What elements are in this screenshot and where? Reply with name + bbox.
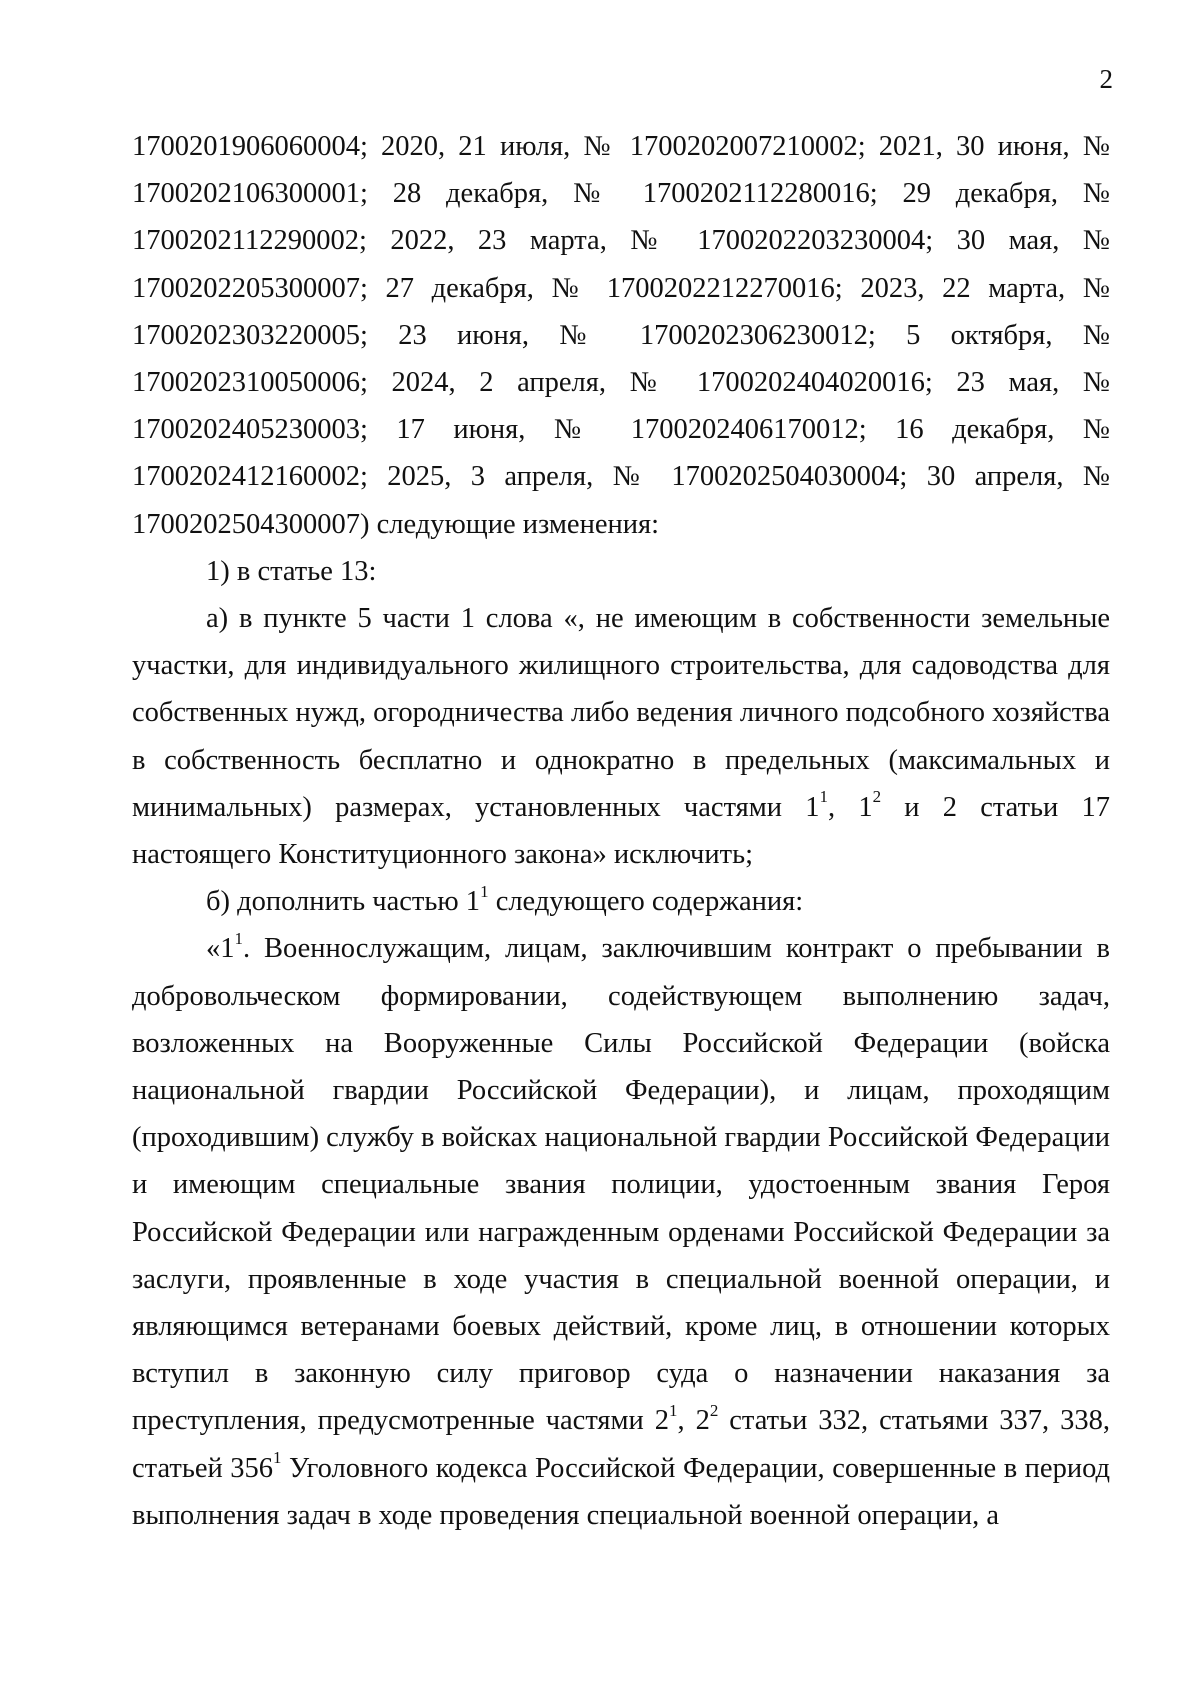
registration-numbers-line: 1700202205300007; 27 декабря, № 1700202212270016; 2023, 22 марта, № [132, 272, 1110, 304]
superscript: 1 [272, 1448, 282, 1468]
document-body [132, 123, 1110, 1539]
item-b-text: следующего содержания: [488, 886, 804, 918]
item-a-text: а) в пункте 5 части 1 слова «, не имеющим в собственности земельные участки, для индивидуального жилищного строительства, для садоводства для собственных нужд, огородничества либо ведения личного подсобного хозяйства в собственность бесплатно и однократно в предельных (максимальных и минимальных) размерах, установленных частями 1 [132, 603, 1110, 823]
registration-numbers-last-line: 1700202504300007) следующие изменения: [132, 508, 659, 540]
registration-numbers-line: 1700202412160002; 2025, 3 апреля, № 1700202504030004; 30 апреля, № [132, 461, 1110, 493]
quote-text: статьи 332, статьями 337, 338, статьей 356 [132, 1405, 1110, 1484]
superscript: 1 [234, 928, 243, 948]
item-b-paragraph [132, 878, 1110, 925]
item-b-text: б) дополнить частью 1 [206, 886, 481, 918]
superscript: 1 [480, 881, 489, 901]
item-a-text: , 1 [828, 791, 873, 823]
page-number: 2 [1099, 64, 1113, 94]
item-1-heading: 1) в статье 13: [206, 555, 377, 587]
quote-text: Уголовного кодекса Российской Федерации, совершенные в период выполнения задач в ходе проведения специальной военной операции, а [132, 1452, 1110, 1531]
item-a-paragraph [132, 595, 1110, 878]
registration-numbers-line: 1700202303220005; 23 июня, № 1700202306230012; 5 октября, № [132, 319, 1110, 351]
registration-numbers-line: 1700202112290002; 2022, 23 марта, № 1700202203230004; 30 мая, № [132, 225, 1110, 257]
registration-numbers-line: 1700201906060004; 2020, 21 июля, № 1700202007210002; 2021, 30 июня, № [132, 131, 1110, 162]
quote-text: . Военнослужащим, лицам, заключившим контракт о пребывании в добровольческом формировании, содействующем выполнению задач, возложенных на Вооруженные Силы Российской Федерации (войска национальной гвардии Российской Федерации), и лицам, проходящим (проходившим) службу в войсках национальной гвардии Российской Федерации и имеющим специальные звания полиции, удостоенным звания Героя Российской Федерации или награжденным орденами Российской Федерации за заслуги, проявленные в ходе участия в специальной военной операции, и являющимся ветеранами боевых действий, кроме лиц, в отношении которых вступил в законную силу приговор суда о назначении наказания за преступления, предусмотренные частями 2 [132, 933, 1110, 1437]
registration-numbers-line: 1700202405230003; 17 июня, № 1700202406170012; 16 декабря, № [132, 414, 1110, 446]
item-a-text: и 2 статьи 17 настоящего Конституционного закона» исключить; [132, 791, 1110, 871]
superscript: 2 [709, 1400, 719, 1420]
registration-numbers-line: 1700202310050006; 2024, 2 апреля, № 1700202404020016; 23 мая, № [132, 367, 1110, 399]
registration-numbers-line: 1700202106300001; 28 декабря, № 1700202112280016; 29 декабря, № [132, 178, 1110, 210]
quote-text: «1 [206, 933, 235, 965]
quote-text: , 2 [677, 1405, 710, 1437]
superscript: 1 [669, 1400, 678, 1420]
quoted-new-part-paragraph [132, 925, 1110, 1539]
superscript: 1 [819, 787, 828, 807]
superscript: 2 [872, 787, 882, 807]
